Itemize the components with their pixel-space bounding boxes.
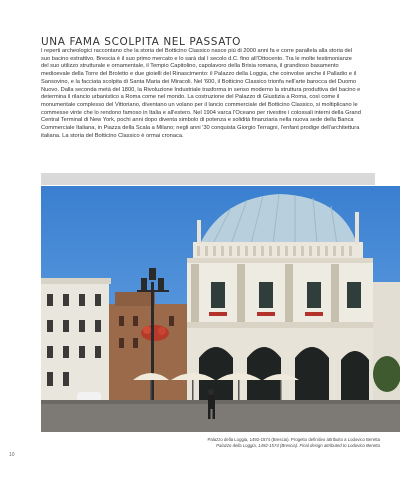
tree xyxy=(373,356,400,392)
gray-banner xyxy=(41,173,375,185)
loggia-building xyxy=(187,194,373,402)
piazza xyxy=(41,402,400,432)
caption-italian: Palazzo della Loggia, 1492-1574 (Brescia). Progetto definitivo attribuito a Lodovico Beretta xyxy=(207,437,380,442)
photo-palazzo-della-loggia xyxy=(41,186,400,432)
section-title: UNA FAMA SCOLPITA NEL PASSATO xyxy=(41,36,242,48)
photo-caption xyxy=(192,437,380,449)
body-paragraph: I reperti archeologici raccontano che la storia del Botticino Classico nasce più di 2000 anni fa e corre parallela alla storia del suo bacino estrattivo. Brescia è il suo primo mercato e lo sarà dal I secolo d.C. fino all'Ottocento. Tra le molte testimonianze del suo utilizzo strutturale e ornamentale, il Tempio Capitolino, capolavoro della Brixia romana, il grandioso basamento medioevale della Torre del Broletto e due gioielli del Rinascimento: il Palazzo della Loggia, che coinvolse anche il Palladio e il Sansovino, e la facciata scolpita di Santa Maria dei Miracoli. Nel '600, il Botticino Classico trionfa nell'arte barocca del Duomo Nuovo. Dalla seconda metà del 1800, la Rivoluzione Industriale trasforma in senso moderno la struttura produttiva del bacino e determina il rilancio urbanistico a Roma come nel mondo. La costruzione del Palazzo di Giustizia a Roma, così come il monumentale complesso del Vittoriano, diventano un volano per il lancio commerciale del Botticino Classico, si moltiplicano le commesse vinte che lo rendono famoso in Italia e all'estero. Nel 1904 varca l'Oceano per rivestire i colossali interni della Grand Central Terminal di New York, pochi anni dopo diventa simbolo di potenza e solidità finanziaria nella nuova sede della Banca Commerciale Italiana, in Piazza della Scala a Milano; negli anni '30 conquista Giorgio Terragni, l'enfant prodige dell'architettura italiana. La storia del Botticino Classico è ormai cronaca. xyxy=(41,48,361,139)
page-number: 10 xyxy=(9,452,15,458)
caption-english: Palazzo della Loggia, 1492-1574 (Brescia). Final design attributed to Lodovico Beretta xyxy=(216,443,380,448)
